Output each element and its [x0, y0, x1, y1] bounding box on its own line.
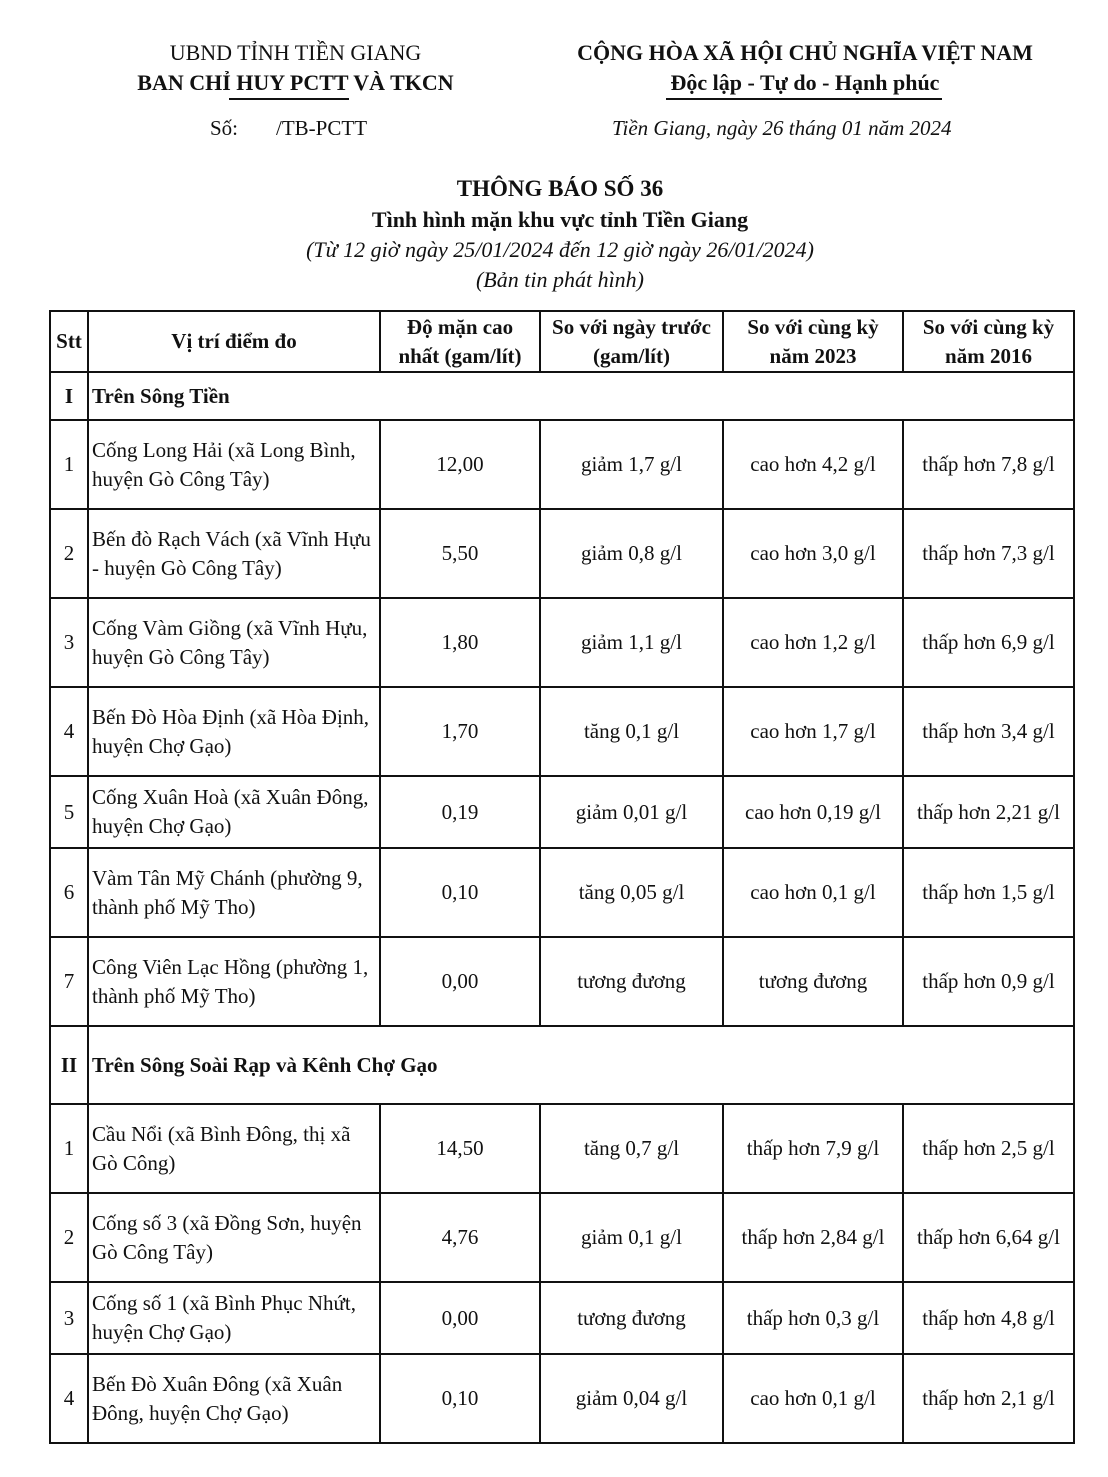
cell-vs-prev-day: tăng 0,05 g/l	[540, 848, 723, 937]
cell-vs-2016: thấp hơn 1,5 g/l	[903, 848, 1074, 937]
cell-vs-2023: thấp hơn 2,84 g/l	[723, 1193, 903, 1282]
cell-vs-2023: cao hơn 3,0 g/l	[723, 509, 903, 598]
cell-vs-prev-day: tương đương	[540, 937, 723, 1026]
cell-max-salinity: 4,76	[380, 1193, 540, 1282]
nation-header	[540, 38, 1070, 98]
doc-number-label: Số:	[210, 116, 239, 140]
doc-period: (Từ 12 giờ ngày 25/01/2024 đến 12 giờ ngày 26/01/2024)	[306, 237, 814, 262]
cell-max-salinity: 0,10	[380, 848, 540, 937]
cell-vs-prev-day: giảm 0,04 g/l	[540, 1354, 723, 1443]
cell-stt: 4	[50, 687, 88, 776]
table-body	[50, 372, 1074, 1443]
cell-vs-2023: cao hơn 1,7 g/l	[723, 687, 903, 776]
section-row	[50, 372, 1074, 420]
cell-max-salinity: 0,10	[380, 1354, 540, 1443]
cell-location: Bến Đò Hòa Định (xã Hòa Định, huyện Chợ Gạo)	[88, 687, 380, 776]
cell-max-salinity: 1,70	[380, 687, 540, 776]
cell-vs-prev-day: giảm 1,1 g/l	[540, 598, 723, 687]
cell-vs-prev-day: tương đương	[540, 1282, 723, 1354]
cell-vs-prev-day: giảm 1,7 g/l	[540, 420, 723, 509]
cell-vs-2016: thấp hơn 4,8 g/l	[903, 1282, 1074, 1354]
cell-vs-prev-day: tăng 0,7 g/l	[540, 1104, 723, 1193]
table-header-row	[50, 311, 1074, 372]
cell-vs-2016: thấp hơn 2,1 g/l	[903, 1354, 1074, 1443]
cell-location: Cống số 1 (xã Bình Phục Nhứt, huyện Chợ Gạo)	[88, 1282, 380, 1354]
cell-location: Cống số 3 (xã Đồng Sơn, huyện Gò Công Tây)	[88, 1193, 380, 1282]
header-vs-2016: So với cùng kỳ năm 2016	[903, 311, 1074, 372]
cell-location: Bến đò Rạch Vách (xã Vĩnh Hựu - huyện Gò Công Tây)	[88, 509, 380, 598]
cell-vs-prev-day: giảm 0,01 g/l	[540, 776, 723, 848]
cell-vs-prev-day: giảm 0,1 g/l	[540, 1193, 723, 1282]
cell-vs-2023: cao hơn 0,1 g/l	[723, 848, 903, 937]
header-max-salinity: Độ mặn cao nhất (gam/lít)	[380, 311, 540, 372]
cell-max-salinity: 12,00	[380, 420, 540, 509]
agency-underline	[229, 98, 349, 100]
doc-number-suffix: /TB-PCTT	[276, 116, 368, 140]
title-block	[0, 173, 1108, 295]
cell-vs-2023: tương đương	[723, 937, 903, 1026]
cell-stt: 1	[50, 1104, 88, 1193]
cell-stt: 1	[50, 420, 88, 509]
cell-stt: 7	[50, 937, 88, 1026]
section-row	[50, 1026, 1074, 1104]
table-row	[50, 598, 1074, 687]
doc-subtitle: Tình hình mặn khu vực tỉnh Tiền Giang	[371, 207, 749, 232]
cell-vs-2016: thấp hơn 0,9 g/l	[903, 937, 1074, 1026]
cell-stt: 2	[50, 1193, 88, 1282]
section-name: Trên Sông Soài Rạp và Kênh Chợ Gạo	[88, 1026, 1074, 1104]
section-roman: II	[50, 1026, 88, 1104]
cell-vs-2016: thấp hơn 2,21 g/l	[903, 776, 1074, 848]
cell-vs-2023: cao hơn 0,1 g/l	[723, 1354, 903, 1443]
cell-location: Vàm Tân Mỹ Chánh (phường 9, thành phố Mỹ Tho)	[88, 848, 380, 937]
cell-location: Cống Long Hải (xã Long Bình, huyện Gò Công Tây)	[88, 420, 380, 509]
doc-number	[210, 116, 367, 141]
cell-location: Cống Xuân Hoà (xã Xuân Đông, huyện Chợ Gạo)	[88, 776, 380, 848]
cell-vs-2016: thấp hơn 7,3 g/l	[903, 509, 1074, 598]
motto-underline	[666, 98, 942, 100]
table-row	[50, 848, 1074, 937]
cell-location: Công Viên Lạc Hồng (phường 1, thành phố Mỹ Tho)	[88, 937, 380, 1026]
cell-max-salinity: 0,00	[380, 1282, 540, 1354]
cell-vs-2016: thấp hơn 6,9 g/l	[903, 598, 1074, 687]
cell-vs-2023: cao hơn 4,2 g/l	[723, 420, 903, 509]
agency-line2: BAN CHỈ HUY PCTT VÀ TKCN	[137, 70, 454, 95]
cell-location: Cống Vàm Giồng (xã Vĩnh Hựu, huyện Gò Công Tây)	[88, 598, 380, 687]
section-name: Trên Sông Tiền	[88, 372, 1074, 420]
nation-line1: CỘNG HÒA XÃ HỘI CHỦ NGHĨA VIỆT NAM	[577, 40, 1033, 65]
table-row	[50, 1354, 1074, 1443]
table-row	[50, 687, 1074, 776]
cell-stt: 3	[50, 1282, 88, 1354]
cell-vs-2023: thấp hơn 7,9 g/l	[723, 1104, 903, 1193]
cell-stt: 6	[50, 848, 88, 937]
nation-motto: Độc lập - Tự do - Hạnh phúc	[670, 70, 940, 95]
cell-max-salinity: 0,19	[380, 776, 540, 848]
table-row	[50, 1282, 1074, 1354]
header-vs-prev-day: So với ngày trước (gam/lít)	[540, 311, 723, 372]
header-location: Vị trí điểm đo	[88, 311, 380, 372]
cell-vs-2016: thấp hơn 7,8 g/l	[903, 420, 1074, 509]
table-row	[50, 776, 1074, 848]
salinity-table	[49, 310, 1075, 1444]
cell-location: Cầu Nổi (xã Bình Đông, thị xã Gò Công)	[88, 1104, 380, 1193]
table-row	[50, 1104, 1074, 1193]
cell-max-salinity: 0,00	[380, 937, 540, 1026]
cell-vs-2016: thấp hơn 3,4 g/l	[903, 687, 1074, 776]
doc-date: Tiền Giang, ngày 26 tháng 01 năm 2024	[612, 116, 952, 140]
header-stt: Stt	[50, 311, 88, 372]
doc-title: THÔNG BÁO SỐ 36	[456, 176, 664, 201]
cell-vs-2016: thấp hơn 2,5 g/l	[903, 1104, 1074, 1193]
agency-line1: UBND TỈNH TIỀN GIANG	[169, 40, 422, 65]
cell-stt: 2	[50, 509, 88, 598]
cell-vs-2023: cao hơn 0,19 g/l	[723, 776, 903, 848]
cell-vs-2016: thấp hơn 6,64 g/l	[903, 1193, 1074, 1282]
cell-vs-2023: cao hơn 1,2 g/l	[723, 598, 903, 687]
doc-edition: (Bản tin phát hình)	[475, 267, 645, 292]
cell-vs-prev-day: tăng 0,1 g/l	[540, 687, 723, 776]
cell-stt: 3	[50, 598, 88, 687]
table-row	[50, 937, 1074, 1026]
cell-location: Bến Đò Xuân Đông (xã Xuân Đông, huyện Chợ Gạo)	[88, 1354, 380, 1443]
cell-max-salinity: 5,50	[380, 509, 540, 598]
header-vs-2023: So với cùng kỳ năm 2023	[723, 311, 903, 372]
section-roman: I	[50, 372, 88, 420]
cell-stt: 4	[50, 1354, 88, 1443]
table-row	[50, 420, 1074, 509]
cell-stt: 5	[50, 776, 88, 848]
cell-vs-2023: thấp hơn 0,3 g/l	[723, 1282, 903, 1354]
table-row	[50, 509, 1074, 598]
cell-vs-prev-day: giảm 0,8 g/l	[540, 509, 723, 598]
table-row	[50, 1193, 1074, 1282]
cell-max-salinity: 14,50	[380, 1104, 540, 1193]
cell-max-salinity: 1,80	[380, 598, 540, 687]
agency-header	[108, 38, 483, 98]
